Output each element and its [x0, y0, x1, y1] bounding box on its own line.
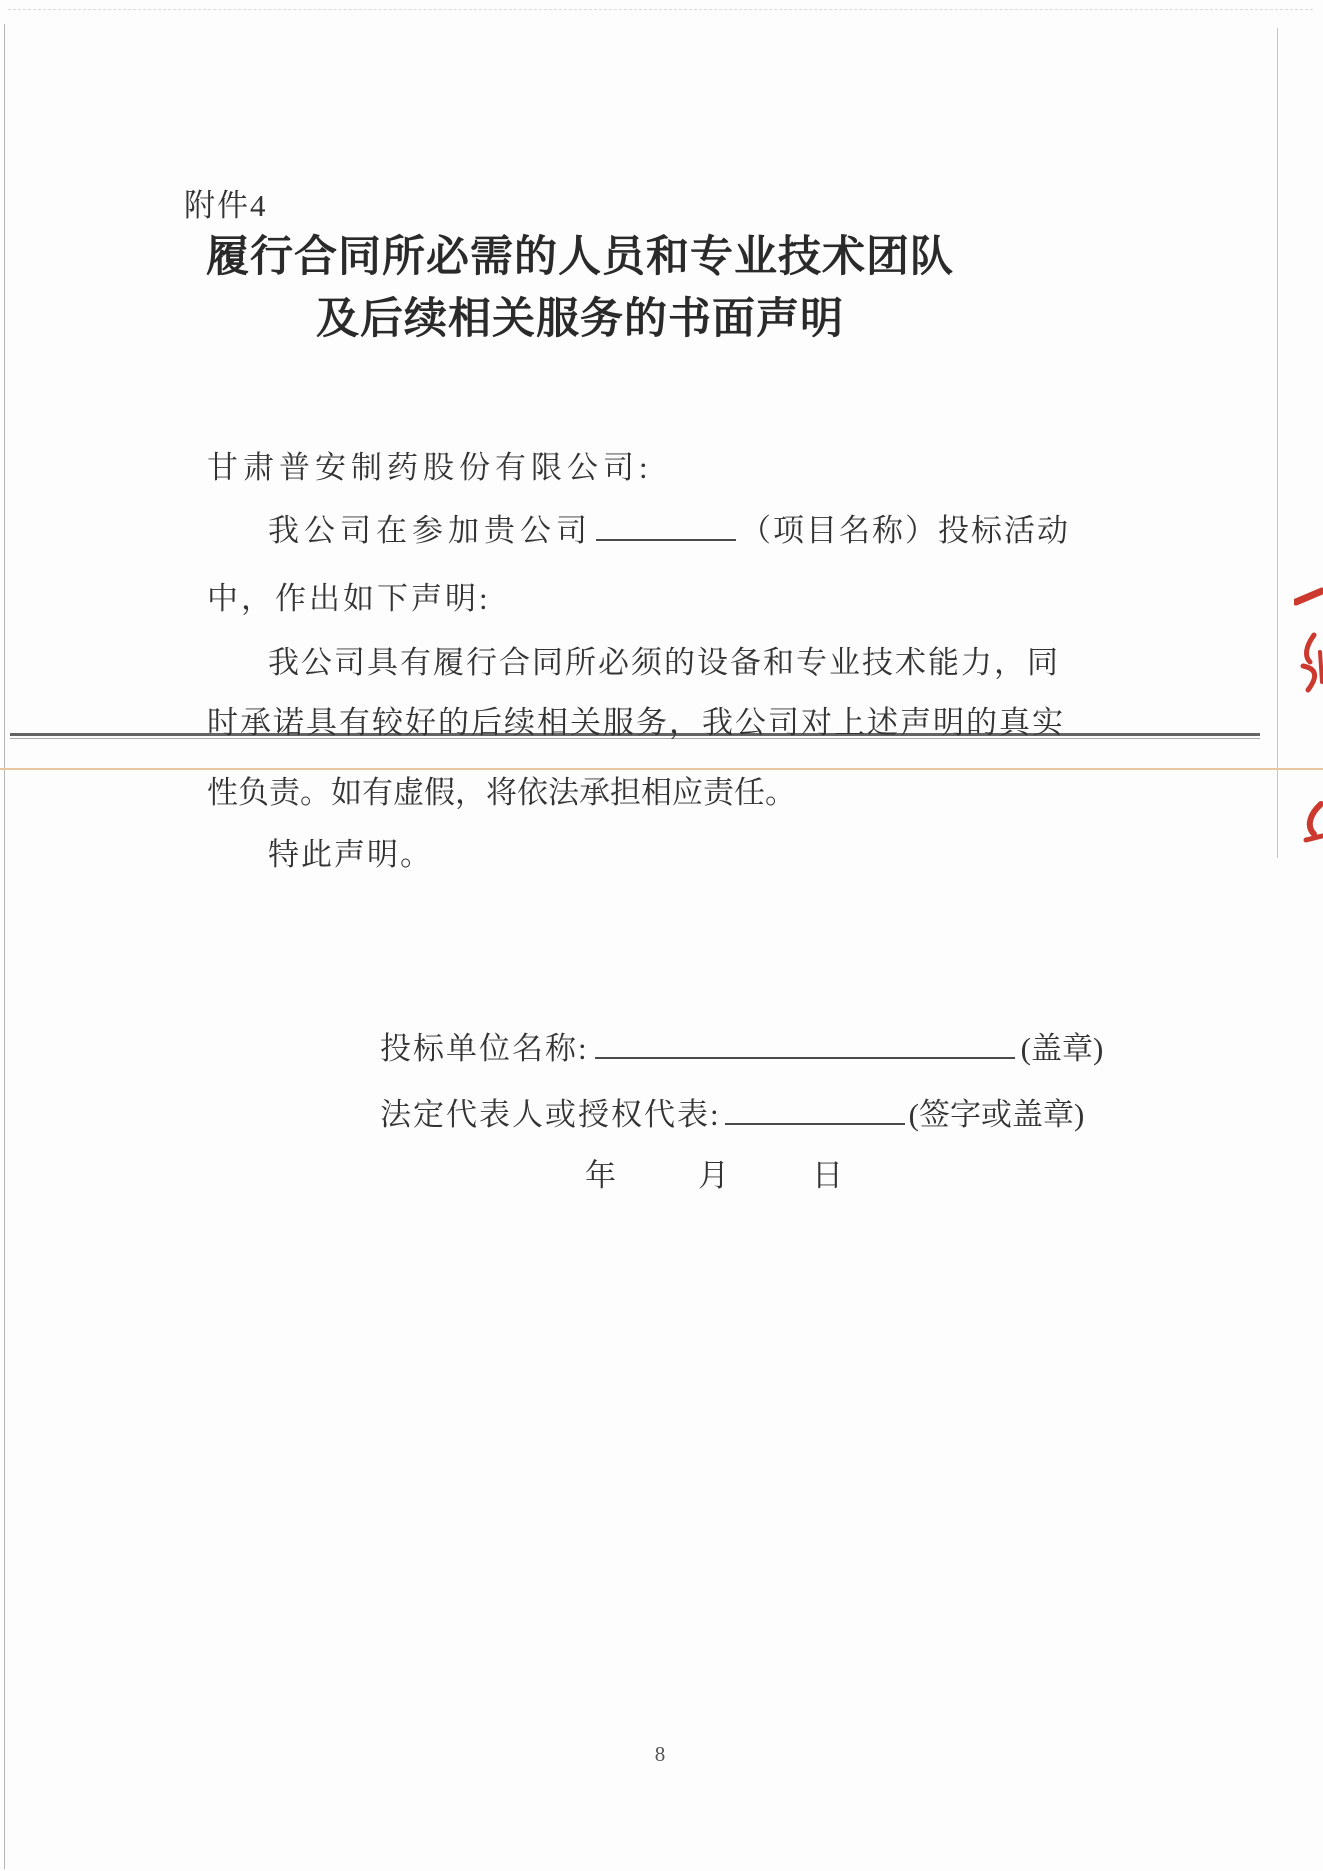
- signature-bidder-line: [380, 1023, 1103, 1068]
- paragraph2-line1: 我公司具有履行合同所必须的设备和专业技术能力，同: [268, 645, 1060, 680]
- scan-right-edge-line: [1277, 28, 1278, 858]
- red-pen-mark-dash: [1294, 586, 1323, 608]
- representative-blank: [725, 1095, 905, 1125]
- date-day-label: 日: [812, 1158, 843, 1193]
- representative-label: 法定代表人或授权代表:: [380, 1097, 721, 1132]
- project-name-blank: [596, 511, 736, 541]
- attachment-label: 附件4: [184, 188, 268, 223]
- document-title: [140, 226, 1020, 350]
- red-pen-mark-lower-stroke: [1302, 800, 1323, 846]
- scan-left-edge-line: [4, 24, 5, 1869]
- date-year-label: 年: [585, 1158, 616, 1193]
- date-month-label: 月: [698, 1158, 729, 1193]
- scan-top-edge-line: [8, 9, 1313, 10]
- paragraph1-line2: 中，作出如下声明:: [207, 581, 491, 616]
- paragraph1-before-blank: 我公司在参加贵公司: [268, 513, 592, 548]
- signature-representative-line: [380, 1089, 1084, 1134]
- paragraph1-after-blank: （项目名称）投标活动: [740, 513, 1070, 548]
- bidder-seal-note: (盖章): [1020, 1031, 1104, 1066]
- closing-statement: 特此声明。: [268, 837, 433, 872]
- page-number: 8: [654, 1742, 666, 1766]
- paragraph2-line2: 时承诺具有较好的后续相关服务，我公司对上述声明的真实: [207, 705, 1065, 740]
- paragraph1-line1: [268, 505, 1070, 550]
- bidder-name-blank: [595, 1029, 1015, 1059]
- document-title-line2: 及后续相关服务的书面声明: [316, 295, 844, 343]
- document-title-line1: 履行合同所必需的人员和专业技术团队: [206, 233, 954, 281]
- red-pen-mark-character: [1300, 632, 1323, 694]
- bidder-name-label: 投标单位名称:: [380, 1031, 589, 1066]
- paragraph2-line3: 性负责。如有虚假，将依法承担相应责任。: [207, 775, 796, 810]
- representative-seal-note: (签字或盖章): [908, 1097, 1085, 1132]
- salutation: 甘肃普安制药股份有限公司:: [207, 450, 653, 485]
